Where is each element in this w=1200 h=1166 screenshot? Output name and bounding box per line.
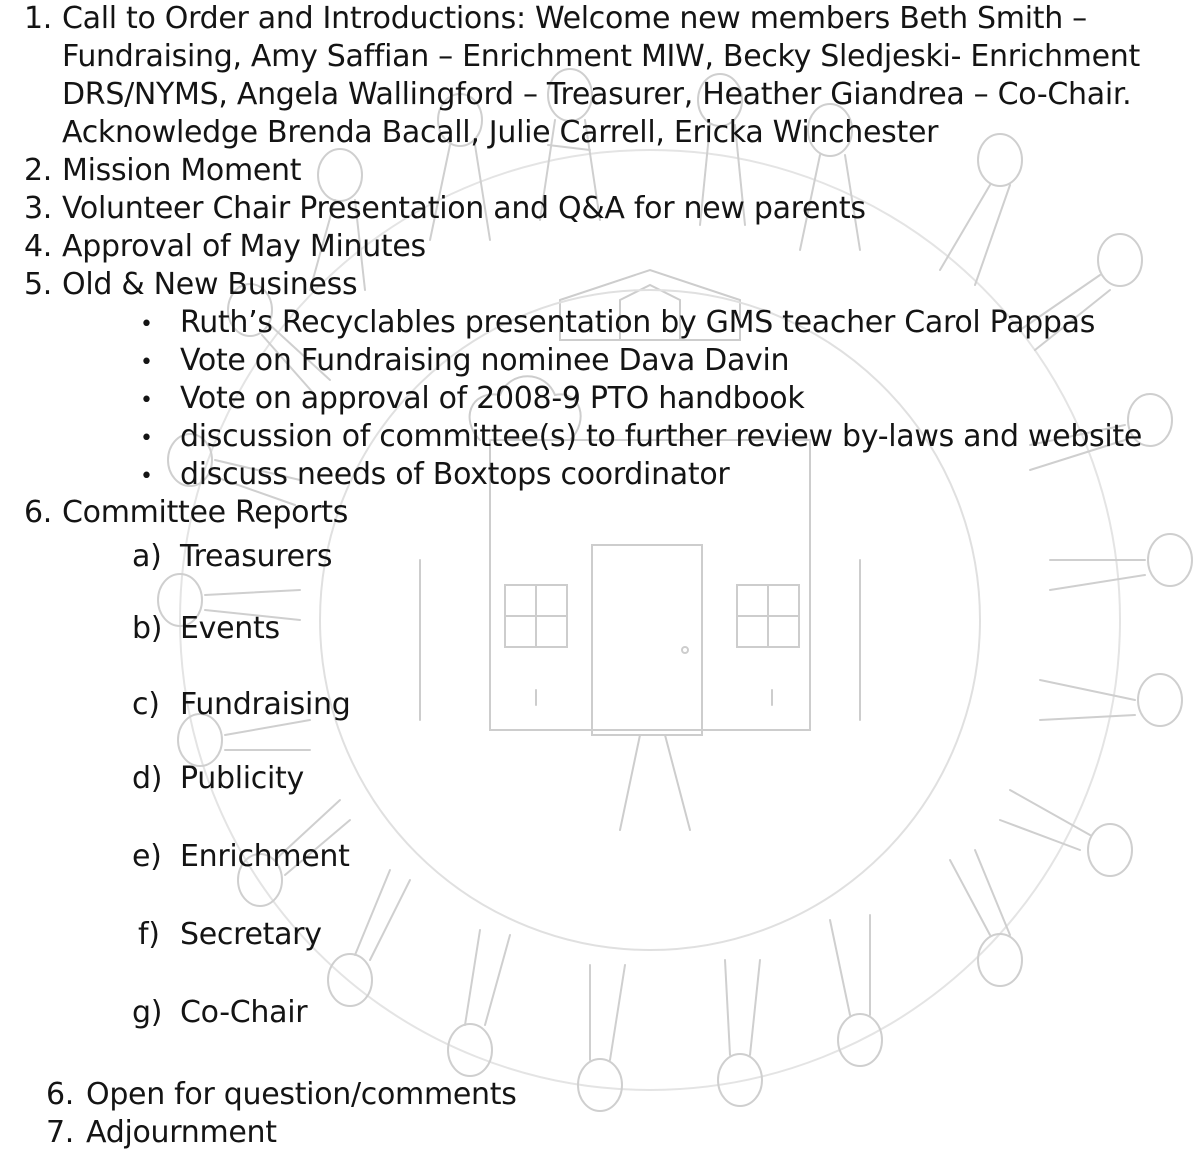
agenda-number: 4.: [23, 229, 52, 264]
bullet-dot-icon: •: [140, 312, 153, 337]
agenda-item-text: DRS/NYMS, Angela Wallingford – Treasurer, Heather Giandrea – Co-Chair.: [62, 77, 1132, 112]
bullet-dot-icon: •: [140, 464, 153, 489]
agenda-number: 3.: [23, 191, 52, 226]
committee-name: Enrichment: [180, 839, 350, 874]
committee-name: Co-Chair: [180, 995, 308, 1030]
bullet-item: Ruth’s Recyclables presentation by GMS teacher Carol Pappas: [180, 305, 1096, 340]
agenda-item-text: Old & New Business: [62, 267, 358, 302]
agenda-number: 2.: [23, 153, 52, 188]
agenda-item-text: Approval of May Minutes: [62, 229, 426, 264]
agenda-item-text: Call to Order and Introductions: Welcome new members Beth Smith –: [62, 1, 1087, 36]
committee-name: Treasurers: [180, 539, 333, 574]
committee-label: g): [132, 995, 163, 1030]
agenda-item-text: Volunteer Chair Presentation and Q&A for new parents: [62, 191, 866, 226]
bullet-item: Vote on Fundraising nominee Dava Davin: [180, 343, 790, 378]
agenda-number: 6.: [45, 1077, 74, 1112]
bullet-item: Vote on approval of 2008-9 PTO handbook: [180, 381, 805, 416]
committee-label: b): [132, 611, 163, 646]
agenda-item-text: Committee Reports: [62, 495, 349, 530]
agenda-item-text: Acknowledge Brenda Bacall, Julie Carrell, Ericka Winchester: [62, 115, 939, 150]
agenda-item-text: Open for question/comments: [86, 1077, 517, 1112]
committee-name: Secretary: [180, 917, 322, 952]
committee-label: e): [132, 839, 162, 874]
bullet-dot-icon: •: [140, 388, 153, 413]
committee-label: d): [132, 761, 163, 796]
agenda-number: 1.: [23, 1, 52, 36]
committee-name: Publicity: [180, 761, 304, 796]
agenda-number: 5.: [23, 267, 52, 302]
agenda-item-text: Fundraising, Amy Saffian – Enrichment MIW, Becky Sledjeski- Enrichment: [62, 39, 1140, 74]
bullet-item: discussion of committee(s) to further review by-laws and website: [180, 419, 1143, 454]
committee-label: a): [132, 539, 162, 574]
bullet-dot-icon: •: [140, 426, 153, 451]
agenda-item-text: Mission Moment: [62, 153, 302, 188]
committee-name: Events: [180, 611, 280, 646]
bullet-dot-icon: •: [140, 350, 153, 375]
agenda-number: 6.: [23, 495, 52, 530]
bullet-item: discuss needs of Boxtops coordinator: [180, 457, 730, 492]
committee-name: Fundraising: [180, 687, 351, 722]
committee-label: f): [138, 917, 160, 952]
committee-label: c): [132, 687, 160, 722]
agenda-item-text: Adjournment: [86, 1115, 277, 1150]
agenda-number: 7.: [45, 1115, 74, 1150]
